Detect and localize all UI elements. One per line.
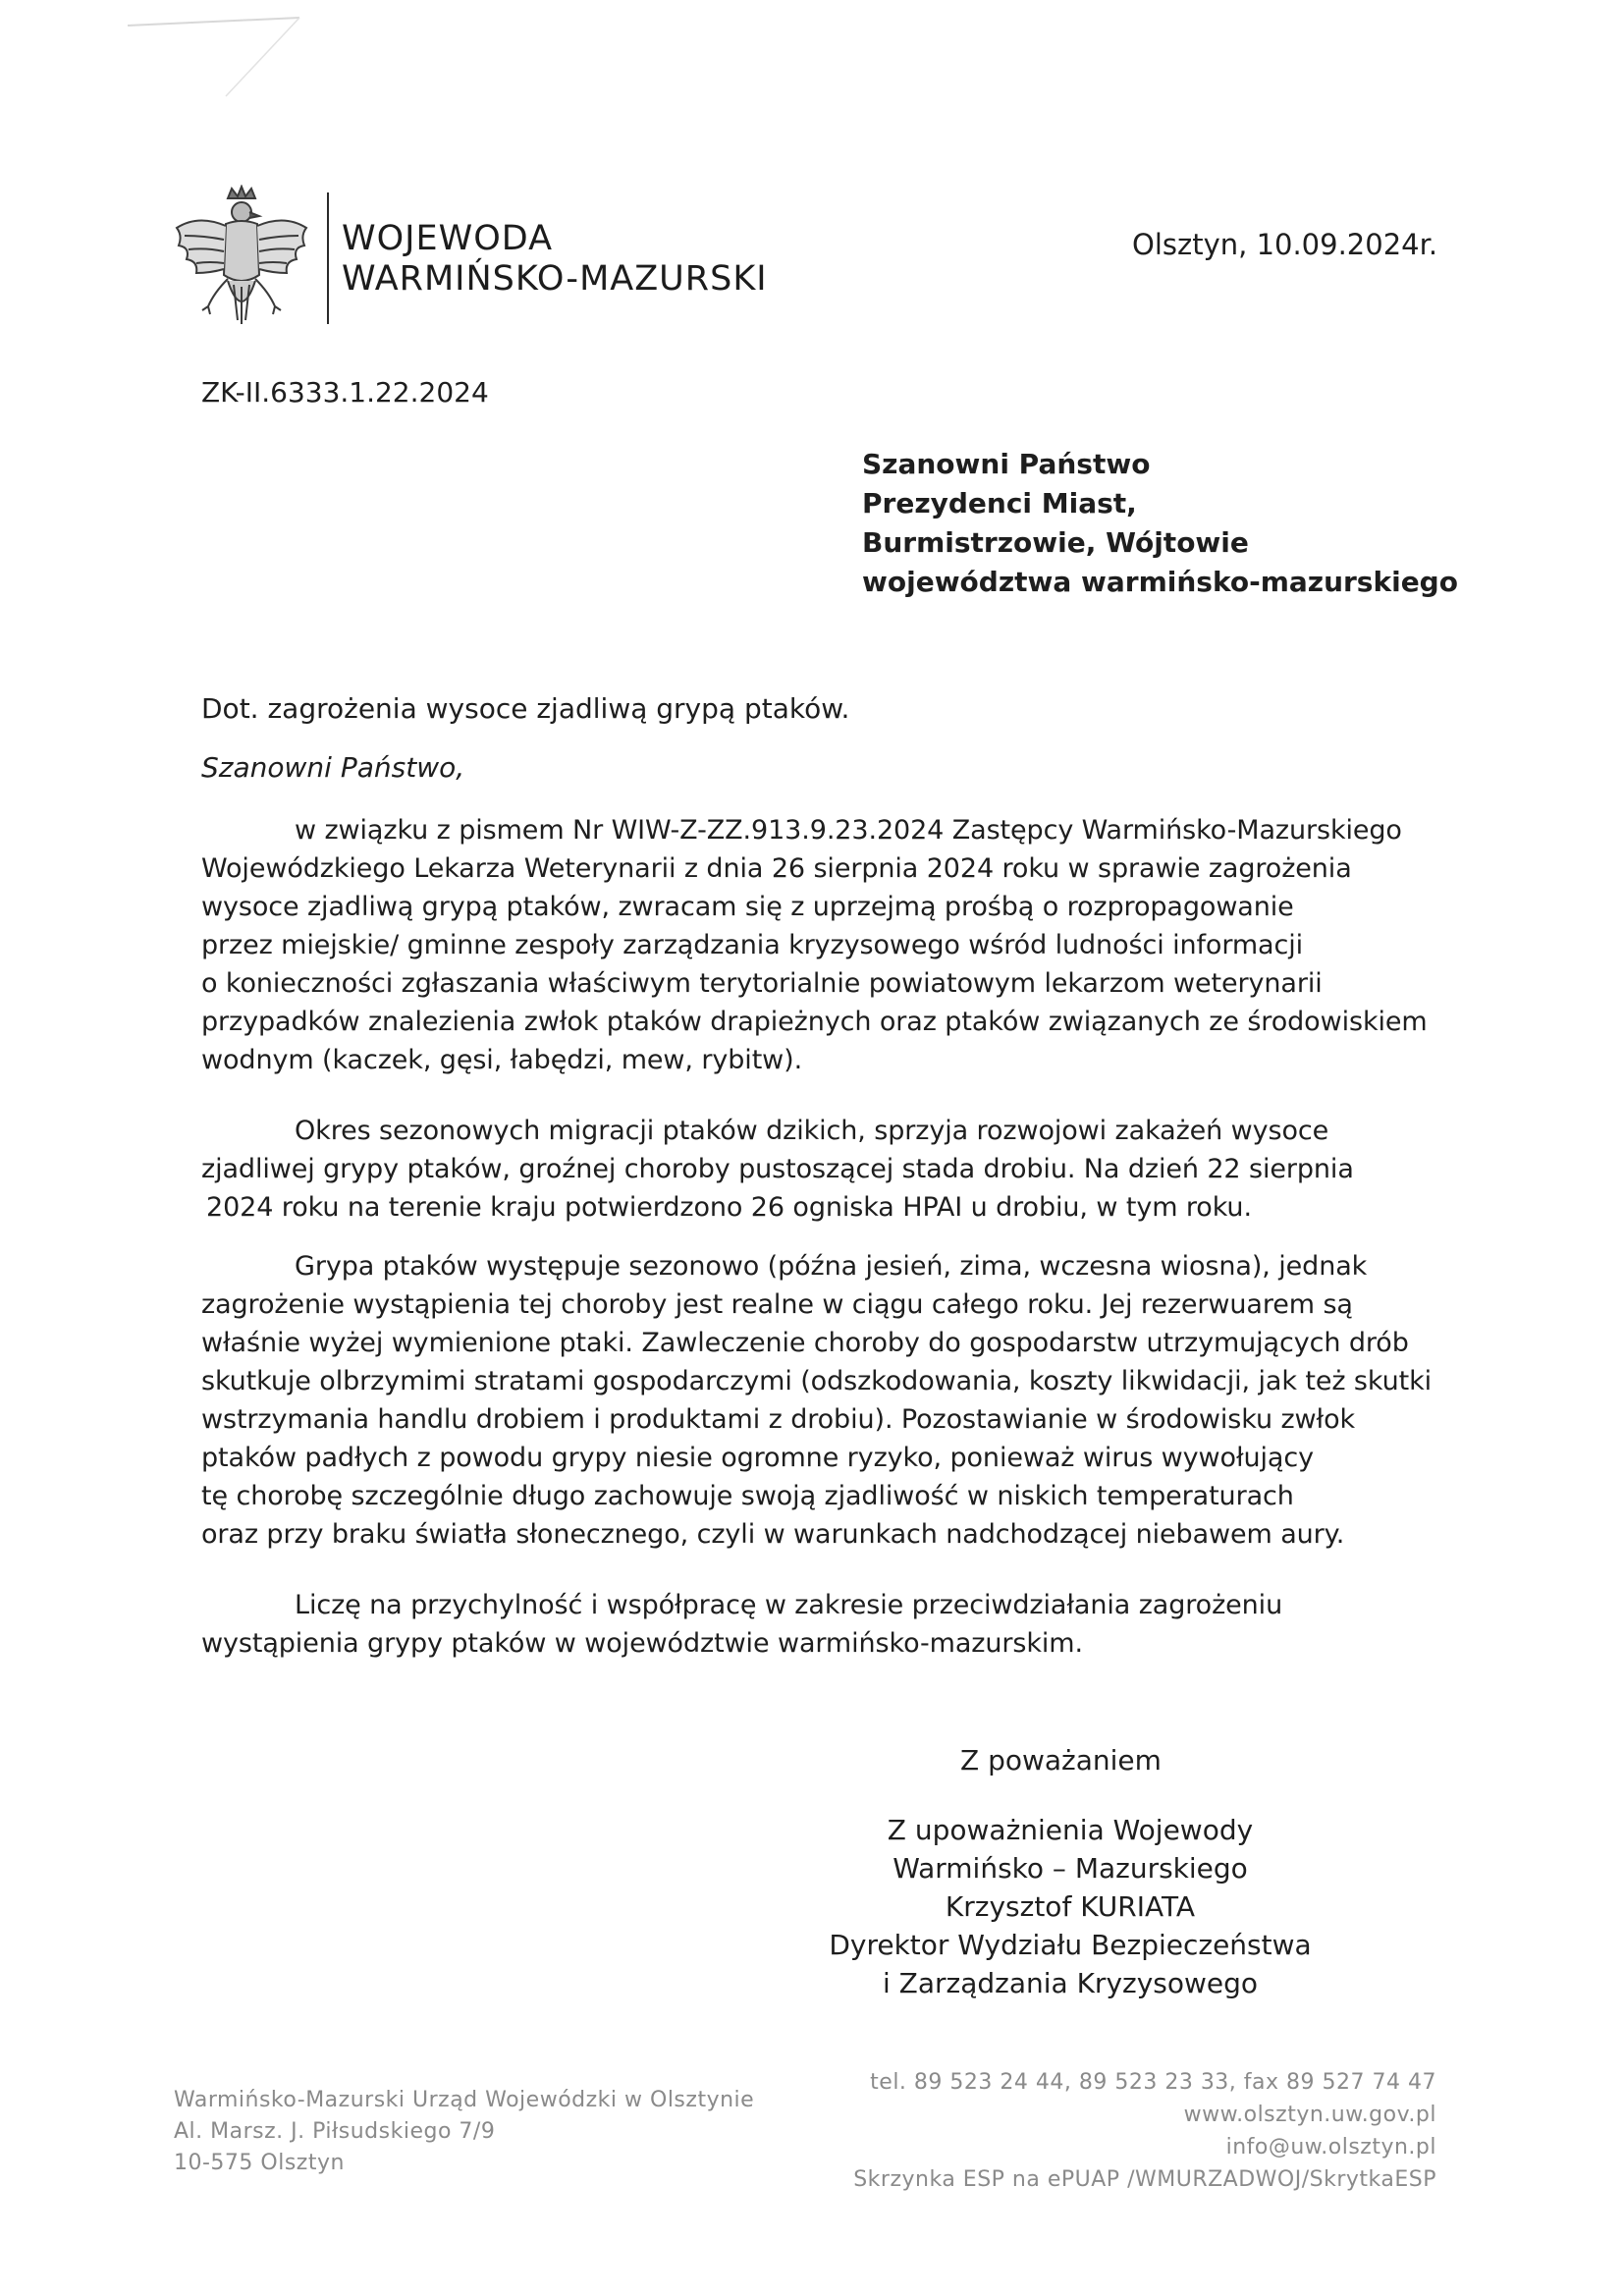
body-line: oraz przy braku światła słonecznego, czyli w warunkach nadchodzącej niebawem aury. — [201, 1519, 1345, 1550]
signature-line: Warmińsko – Mazurskiego — [893, 1852, 1248, 1885]
recipient-line: Szanowni Państwo — [862, 448, 1151, 480]
closing-phrase: Z poważaniem — [960, 1744, 1162, 1777]
footer-address-line: Al. Marsz. J. Piłsudskiego 7/9 — [174, 2119, 496, 2144]
place-date: Olsztyn, 10.09.2024r. — [1132, 228, 1438, 261]
body-line: Okres sezonowych migracji ptaków dzikich, sprzyja rozwojowi zakażeń wysoce — [295, 1116, 1329, 1146]
body-line: skutkuje olbrzymimi stratami gospodarczymi (odszkodowania, koszty likwidacji, jak też skutki — [201, 1366, 1433, 1396]
body-line: Grypa ptaków występuje sezonowo (późna jesień, zima, wczesna wiosna), jednak — [295, 1251, 1368, 1282]
body-line: wodnym (kaczek, gęsi, łabędzi, mew, rybitw). — [201, 1045, 803, 1075]
body-line: wstrzymania handlu drobiem i produktami z drobiu). Pozostawianie w środowisku zwłok — [201, 1404, 1356, 1435]
body-line: o konieczności zgłaszania właściwym terytorialnie powiatowym lekarzom weterynarii — [201, 968, 1323, 999]
header-divider — [327, 192, 329, 324]
footer-contact-email[interactable]: info@uw.olsztyn.pl — [1225, 2135, 1436, 2159]
footer-address-line: Warmińsko-Mazurski Urząd Wojewódzki w Olsztynie — [174, 2088, 755, 2112]
signature-name: Krzysztof KURIATA — [945, 1890, 1196, 1923]
signature-line: Z upoważnienia Wojewody — [887, 1814, 1254, 1846]
signature-line: Dyrektor Wydziału Bezpieczeństwa — [829, 1929, 1312, 1961]
subject-line: Dot. zagrożenia wysoce zjadliwą grypą ptaków. — [201, 692, 850, 725]
office-title-line-2: WARMIŃSKO-MAZURSKI — [342, 259, 768, 299]
body-line: właśnie wyżej wymienione ptaki. Zawleczenie choroby do gospodarstw utrzymujących drób — [201, 1328, 1409, 1358]
footer-address-line: 10-575 Olsztyn — [174, 2151, 345, 2175]
case-number: ZK-II.6333.1.22.2024 — [201, 376, 489, 409]
recipient-line: województwa warmińsko-mazurskiego — [862, 566, 1458, 598]
recipient-line: Burmistrzowie, Wójtowie — [862, 526, 1249, 559]
scan-artifact-mark — [118, 8, 304, 101]
footer-contact-phone: tel. 89 523 24 44, 89 523 23 33, fax 89 527 74 47 — [870, 2070, 1436, 2095]
body-line: zjadliwej grypy ptaków, groźnej choroby pustoszącej stada drobiu. Na dzień 22 sierpnia — [201, 1154, 1354, 1184]
footer-contact-website[interactable]: www.olsztyn.uw.gov.pl — [1183, 2103, 1436, 2127]
body-line: wystąpienia grypy ptaków w województwie warmińsko-mazurskim. — [201, 1628, 1083, 1659]
body-line: wysoce zjadliwą grypą ptaków, zwracam się z uprzejmą prośbą o rozpropagowanie — [201, 892, 1294, 922]
body-line: przez miejskie/ gminne zespoły zarządzania kryzysowego wśród ludności informacji — [201, 930, 1304, 960]
body-line: zagrożenie wystąpienia tej choroby jest realne w ciągu całego roku. Jej rezerwuarem są — [201, 1289, 1353, 1320]
recipient-line: Prezydenci Miast, — [862, 487, 1137, 519]
body-line: Wojewódzkiego Lekarza Weterynarii z dnia 26 sierpnia 2024 roku w sprawie zagrożenia — [201, 853, 1352, 884]
body-line: 2024 roku na terenie kraju potwierdzono 26 ogniska HPAI u drobiu, w tym roku. — [206, 1192, 1252, 1223]
footer-contact-epuap: Skrzynka ESP na ePUAP /WMURZADWOJ/SkrytkaESP — [853, 2167, 1436, 2192]
polish-eagle-emblem-icon — [169, 185, 314, 342]
office-title-line-1: WOJEWODA — [342, 219, 554, 258]
body-line: w związku z pismem Nr WIW-Z-ZZ.913.9.23.2024 Zastępcy Warmińsko-Mazurskiego — [295, 815, 1402, 846]
signature-line: i Zarządzania Kryzysowego — [882, 1967, 1259, 1999]
body-line: tę chorobę szczególnie długo zachowuje swoją zjadliwość w niskich temperaturach — [201, 1481, 1294, 1511]
body-line: Liczę na przychylność i współpracę w zakresie przeciwdziałania zagrożeniu — [295, 1590, 1283, 1620]
salutation: Szanowni Państwo, — [201, 751, 465, 784]
body-line: przypadków znalezienia zwłok ptaków drapieżnych oraz ptaków związanych ze środowiskiem — [201, 1007, 1428, 1037]
body-line: ptaków padłych z powodu grypy niesie ogromne ryzyko, ponieważ wirus wywołujący — [201, 1443, 1315, 1473]
